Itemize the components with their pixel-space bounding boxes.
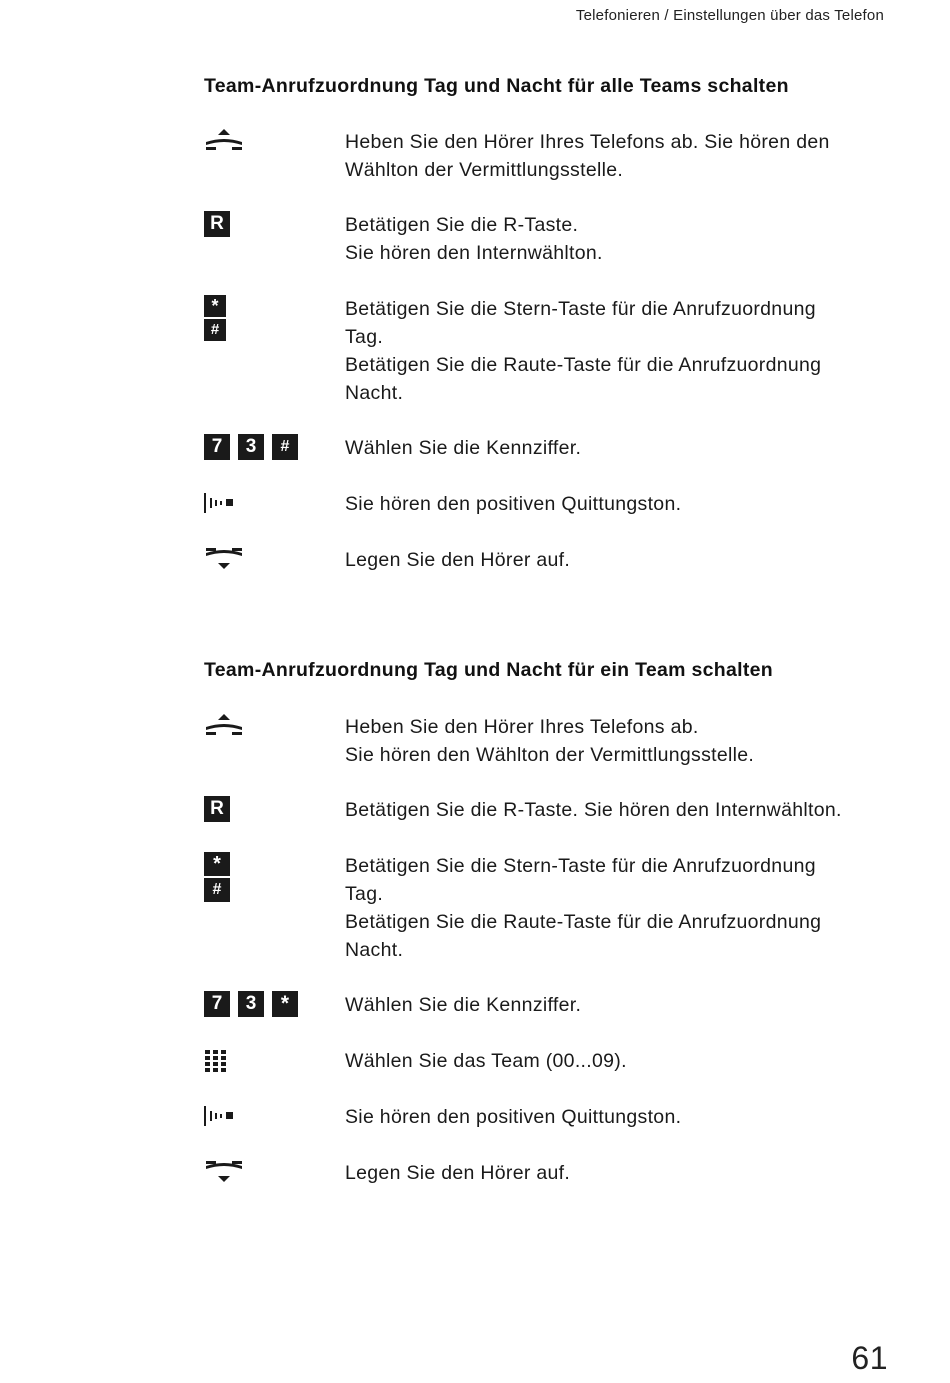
star-hash-keys-icon [204,295,234,343]
step-line: Nacht. [345,939,404,961]
code-keys-icon [204,434,306,460]
key-hash: # [204,319,226,341]
step-text [345,713,890,769]
step-line: Heben Sie den Hörer Ihres Telefons ab. Sie hören den [345,131,830,153]
step-line: Legen Sie den Hörer auf. [345,1162,571,1184]
key-digit: 3 [238,434,264,460]
step-line: Betätigen Sie die Stern-Taste für die Anrufzuordnung [345,855,816,877]
keypad-icon [204,1049,228,1078]
confirmation-tone-icon [204,1105,236,1132]
key-hash: # [204,878,230,902]
key-star: * [204,852,230,876]
key-digit: 7 [204,991,230,1017]
step-text [345,1047,890,1075]
section-title: Team-Anrufzuordnung Tag und Nacht für ein Team schalten [204,659,774,681]
key-star: * [204,295,226,317]
step-text [345,211,890,267]
step-line: Legen Sie den Hörer auf. [345,549,571,571]
step-text [345,546,890,574]
step-text [345,490,890,518]
key-digit: 7 [204,434,230,460]
step-line: Wählen Sie das Team (00...09). [345,1050,627,1072]
step-text [345,295,890,407]
step-text [345,434,890,462]
step-line: Betätigen Sie die R-Taste. Sie hören den Internwählton. [345,799,842,821]
step-line: Sie hören den positiven Quittungston. [345,1106,682,1128]
key-r: R [204,211,230,237]
step-text [345,1159,890,1187]
running-header: Telefonieren / Einstellungen über das Telefon [575,7,884,24]
page-number: 61 [851,1340,888,1376]
step-line: Tag. [345,326,384,348]
step-line: Nacht. [345,382,404,404]
step-line: Tag. [345,883,384,905]
step-line: Sie hören den Wählton der Vermittlungsstelle. [345,744,755,766]
key-r: R [204,796,230,822]
step-line: Wählen Sie die Kennziffer. [345,994,582,1016]
handset-hangup-icon [204,546,244,577]
step-line: Betätigen Sie die Raute-Taste für die Anrufzuordnung [345,911,822,933]
r-key-icon [204,211,230,237]
step-text [345,852,890,964]
step-line: Heben Sie den Hörer Ihres Telefons ab. [345,716,699,738]
step-line: Wählen Sie die Kennziffer. [345,437,582,459]
step-text [345,128,890,184]
step-line: Sie hören den Internwählton. [345,242,603,264]
step-text [345,796,890,824]
step-line: Betätigen Sie die Raute-Taste für die Anrufzuordnung [345,354,822,376]
key-digit: 3 [238,991,264,1017]
section-title: Team-Anrufzuordnung Tag und Nacht für alle Teams schalten [204,75,789,97]
handset-lift-icon [204,128,244,159]
key-hash: # [272,434,298,460]
step-line: Betätigen Sie die Stern-Taste für die Anrufzuordnung [345,298,816,320]
r-key-icon [204,796,230,822]
star-hash-keys-icon [204,852,238,904]
handset-hangup-icon [204,1159,244,1190]
step-line: Wählton der Vermittlungsstelle. [345,159,624,181]
step-line: Betätigen Sie die R-Taste. [345,214,579,236]
step-text [345,991,890,1019]
code-keys-icon [204,991,306,1017]
confirmation-tone-icon [204,492,236,519]
handset-lift-icon [204,713,244,744]
step-text [345,1103,890,1131]
step-line: Sie hören den positiven Quittungston. [345,493,682,515]
key-star: * [272,991,298,1017]
